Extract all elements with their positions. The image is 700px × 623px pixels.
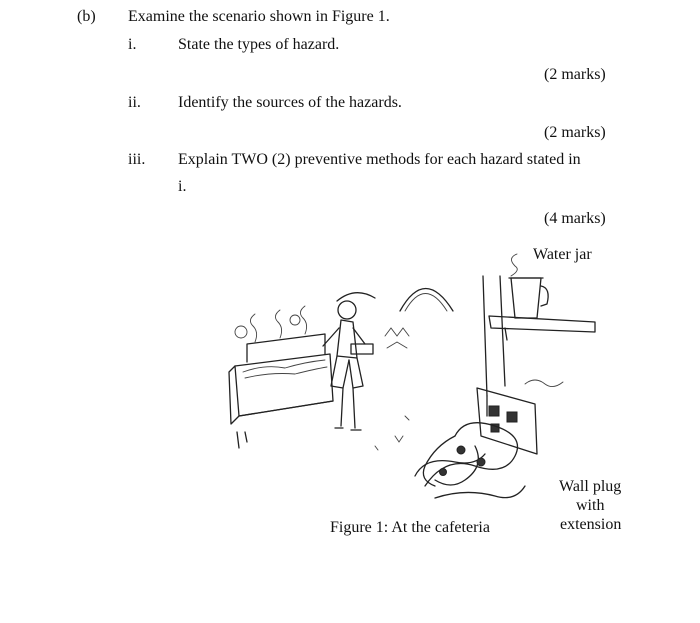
fryer-counter bbox=[229, 306, 333, 448]
item-2-number: ii. bbox=[128, 94, 141, 111]
item-1-marks: (2 marks) bbox=[544, 66, 606, 83]
water-jar-icon bbox=[509, 278, 548, 318]
item-1-text: State the types of hazard. bbox=[178, 36, 340, 53]
item-2-text: Identify the sources of the hazards. bbox=[178, 94, 402, 111]
wall-plug-label-line2: with bbox=[576, 497, 605, 514]
wall-plug-label-line3: extension bbox=[560, 516, 622, 533]
item-2-marks: (2 marks) bbox=[544, 124, 606, 141]
wall-plug-label-line1: Wall plug bbox=[559, 478, 622, 495]
figure-caption: Figure 1: At the cafeteria bbox=[330, 519, 490, 536]
water-jar-label: Water jar bbox=[533, 246, 592, 263]
question-intro: Examine the scenario shown in Figure 1. bbox=[128, 8, 390, 25]
item-1-number: i. bbox=[128, 36, 137, 53]
item-3-number: iii. bbox=[128, 151, 146, 168]
item-3-text-continued: i. bbox=[178, 178, 187, 195]
item-3-marks: (4 marks) bbox=[544, 210, 606, 227]
part-label: (b) bbox=[77, 8, 96, 25]
wall-plug-extension-icon bbox=[375, 380, 563, 498]
item-3-text: Explain TWO (2) preventive methods for each hazard stated in bbox=[178, 151, 581, 168]
